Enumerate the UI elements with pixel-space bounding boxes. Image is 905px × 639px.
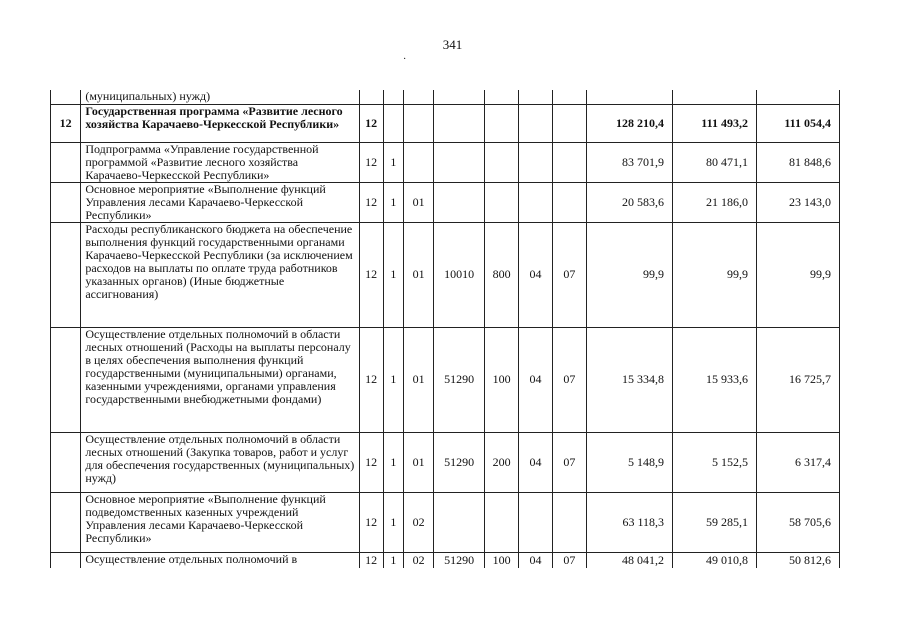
code-om: 01 [404, 432, 434, 492]
amount-2020: 48 041,2 [587, 552, 673, 568]
amount-2022 [756, 90, 839, 104]
code-pr: 07 [552, 222, 586, 327]
code-pr [552, 104, 586, 142]
table-row [51, 432, 840, 492]
amount-2020: 5 148,9 [587, 432, 673, 492]
row-number [51, 327, 81, 432]
amount-2021: 5 152,5 [673, 432, 757, 492]
code-om: 01 [404, 182, 434, 222]
code-pp: 1 [383, 327, 403, 432]
amount-2022: 50 812,6 [756, 552, 839, 568]
code-direction [434, 182, 485, 222]
code-gp: 12 [359, 327, 383, 432]
row-name: Осуществление отдельных полномочий в области лесных отношений (Расходы на выплаты персоналу в целях обеспечения выполнения функций государственными (муниципальными) органами, казенными учреждениями, органами управления государственными внебюджетными фондами) [81, 327, 359, 432]
code-pp [383, 90, 403, 104]
code-rz: 04 [519, 327, 552, 432]
code-vr [484, 492, 518, 552]
code-rz: 04 [519, 222, 552, 327]
code-gp: 12 [359, 104, 383, 142]
amount-2022: 23 143,0 [756, 182, 839, 222]
amount-2021: 15 933,6 [673, 327, 757, 432]
code-gp [359, 90, 383, 104]
amount-2021: 49 010,8 [673, 552, 757, 568]
table-row [51, 142, 840, 182]
code-direction [434, 142, 485, 182]
row-number [51, 142, 81, 182]
code-pr [552, 90, 586, 104]
code-pr [552, 142, 586, 182]
row-name: Основное мероприятие «Выполнение функций подведомственных казенных учреждений Управления лесами Карачаево-Черкесской Республики» [81, 492, 359, 552]
amount-2020: 20 583,6 [587, 182, 673, 222]
code-gp: 12 [359, 552, 383, 568]
code-pr: 07 [552, 327, 586, 432]
code-gp: 12 [359, 222, 383, 327]
amount-2021: 21 186,0 [673, 182, 757, 222]
scan-dot: · [403, 54, 407, 65]
code-rz [519, 182, 552, 222]
code-vr: 200 [484, 432, 518, 492]
budget-table [50, 90, 840, 568]
code-pr: 07 [552, 552, 586, 568]
amount-2022: 6 317,4 [756, 432, 839, 492]
code-rz [519, 90, 552, 104]
row-name: Осуществление отдельных полномочий в области лесных отношений (Закупка товаров, работ и услуг для обеспечения государственных (муниципальных) нужд) [81, 432, 359, 492]
code-direction: 51290 [434, 327, 485, 432]
code-gp: 12 [359, 182, 383, 222]
table-body [51, 90, 840, 568]
code-direction [434, 492, 485, 552]
code-vr [484, 104, 518, 142]
code-rz: 04 [519, 432, 552, 492]
code-vr: 100 [484, 327, 518, 432]
row-number: 12 [51, 104, 81, 142]
row-name: Осуществление отдельных полномочий в [81, 552, 359, 568]
code-rz [519, 104, 552, 142]
code-pp: 1 [383, 552, 403, 568]
code-gp: 12 [359, 492, 383, 552]
table-row [51, 327, 840, 432]
code-pp [383, 104, 403, 142]
code-om [404, 104, 434, 142]
code-pp: 1 [383, 492, 403, 552]
row-name: Подпрограмма «Управление государственной программой «Развитие лесного хозяйства Карачаево-Черкесской Республики» [81, 142, 359, 182]
code-om [404, 90, 434, 104]
table-row [51, 552, 840, 568]
code-vr [484, 90, 518, 104]
code-direction [434, 104, 485, 142]
table-row [51, 182, 840, 222]
amount-2022: 16 725,7 [756, 327, 839, 432]
code-pp: 1 [383, 432, 403, 492]
row-number [51, 90, 81, 104]
table-row [51, 104, 840, 142]
amount-2021: 111 493,2 [673, 104, 757, 142]
amount-2020 [587, 90, 673, 104]
amount-2021: 99,9 [673, 222, 757, 327]
amount-2020: 15 334,8 [587, 327, 673, 432]
code-om [404, 142, 434, 182]
row-number [51, 552, 81, 568]
code-direction: 10010 [434, 222, 485, 327]
table-row [51, 90, 840, 104]
code-vr [484, 142, 518, 182]
code-pp: 1 [383, 182, 403, 222]
amount-2020: 99,9 [587, 222, 673, 327]
table-row [51, 492, 840, 552]
row-name: (муниципальных) нужд) [81, 90, 359, 104]
code-rz [519, 492, 552, 552]
code-om: 02 [404, 492, 434, 552]
row-number [51, 222, 81, 327]
row-name: Расходы республиканского бюджета на обеспечение выполнения функций государственными органами Карачаево-Черкесской Республики (за исключением расходов на выплаты по оплате труда работников указанных органов) (Иные бюджетные ассигнования) [81, 222, 359, 327]
code-om: 02 [404, 552, 434, 568]
code-gp: 12 [359, 142, 383, 182]
amount-2022: 111 054,4 [756, 104, 839, 142]
amount-2021: 80 471,1 [673, 142, 757, 182]
amount-2020: 83 701,9 [587, 142, 673, 182]
table-row [51, 222, 840, 327]
code-vr [484, 182, 518, 222]
row-number [51, 492, 81, 552]
code-om: 01 [404, 222, 434, 327]
amount-2020: 128 210,4 [587, 104, 673, 142]
amount-2021: 59 285,1 [673, 492, 757, 552]
code-vr: 800 [484, 222, 518, 327]
amount-2022: 81 848,6 [756, 142, 839, 182]
amount-2022: 58 705,6 [756, 492, 839, 552]
code-vr: 100 [484, 552, 518, 568]
code-direction [434, 90, 485, 104]
code-pp: 1 [383, 222, 403, 327]
row-name: Государственная программа «Развитие лесного хозяйства Карачаево-Черкесской Республики» [81, 104, 359, 142]
code-direction: 51290 [434, 432, 485, 492]
row-number [51, 432, 81, 492]
code-rz [519, 142, 552, 182]
code-gp: 12 [359, 432, 383, 492]
page-number: 341 [442, 37, 463, 52]
code-pr [552, 492, 586, 552]
code-pr [552, 182, 586, 222]
amount-2021 [673, 90, 757, 104]
amount-2020: 63 118,3 [587, 492, 673, 552]
amount-2022: 99,9 [756, 222, 839, 327]
row-name: Основное мероприятие «Выполнение функций Управления лесами Карачаево-Черкесской Республики» [81, 182, 359, 222]
row-number [51, 182, 81, 222]
code-pp: 1 [383, 142, 403, 182]
code-om: 01 [404, 327, 434, 432]
code-pr: 07 [552, 432, 586, 492]
code-rz: 04 [519, 552, 552, 568]
code-direction: 51290 [434, 552, 485, 568]
